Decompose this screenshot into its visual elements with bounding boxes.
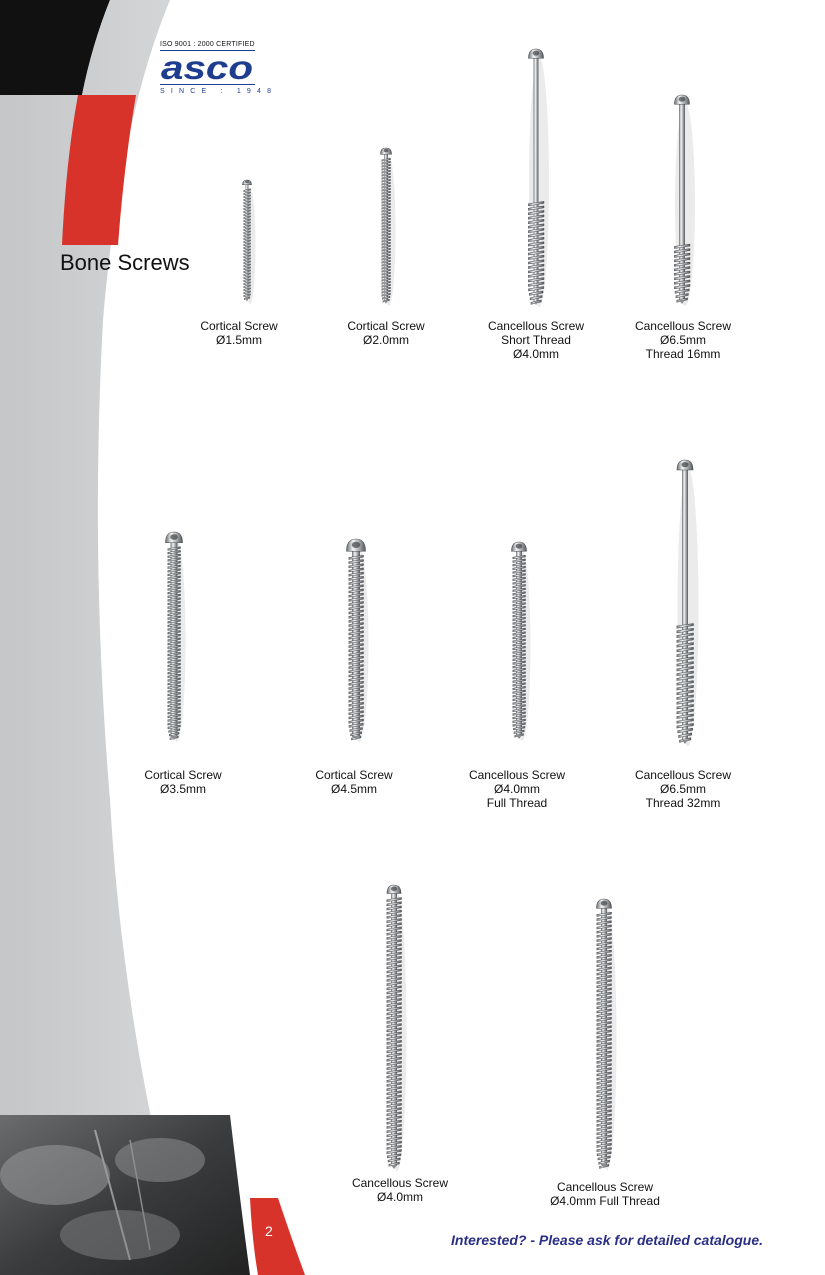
screw-head-socket (516, 544, 523, 549)
caption-line: Cortical Screw (144, 768, 222, 782)
screw-illustration-8 (664, 458, 706, 748)
caption-line: Thread 16mm (645, 347, 721, 361)
screw-caption-10 (525, 1180, 685, 1208)
caption-line: Cancellous Screw (487, 319, 585, 333)
iso-certification-text: ISO 9001 : 2000 CERTIFIED (160, 41, 255, 48)
caption-line: Ø1.5mm (215, 333, 262, 347)
screw-illustration-3 (518, 47, 554, 309)
since-1948-text: SINCE : 1948 (160, 88, 278, 95)
screw-caption-1 (159, 319, 319, 347)
screw-caption-6 (274, 768, 434, 796)
screw-head-socket (352, 542, 360, 548)
screw-head-socket (391, 886, 397, 891)
caption-line: Ø6.5mm (659, 333, 706, 347)
screw-caption-2 (306, 319, 466, 347)
screw-illustration-5 (152, 530, 196, 744)
screw-head-socket (170, 534, 177, 540)
asco-logo (160, 54, 255, 82)
caption-line: Ø4.0mm (493, 782, 540, 796)
screw-head-socket (384, 149, 389, 153)
caption-line: Cancellous Screw (468, 768, 566, 782)
page-number: 2 (265, 1223, 273, 1239)
caption-line: Cancellous Screw (634, 768, 732, 782)
screw-caption-5 (103, 768, 263, 796)
screw-illustration-1 (233, 178, 261, 306)
page-number-red-tab (250, 1198, 305, 1275)
screw-illustration-6 (332, 537, 380, 744)
screw-caption-4 (603, 319, 763, 361)
screw-caption-9 (320, 1176, 480, 1204)
screw-head-socket (533, 51, 540, 56)
screw-caption-8 (603, 768, 763, 810)
caption-line: Ø2.0mm (362, 333, 409, 347)
catalogue-request-text: Interested? - Please ask for detailed catalogue. (451, 1232, 763, 1248)
asco-logo-wordmark: asco (161, 54, 253, 82)
caption-line: Cancellous Screw (351, 1176, 449, 1190)
caption-line: Ø4.0mm Full Thread (550, 1194, 660, 1208)
screw-shaft (679, 103, 685, 301)
caption-line: Cortical Screw (200, 319, 278, 333)
caption-line: Cortical Screw (315, 768, 393, 782)
screw-illustration-2 (370, 146, 402, 308)
caption-line: Ø4.0mm (512, 347, 559, 361)
screw-caption-7 (437, 768, 597, 810)
screw-shaft (682, 469, 688, 741)
screw-caption-3 (456, 319, 616, 361)
screw-head-socket (245, 180, 249, 183)
caption-line: Cancellous Screw (634, 319, 732, 333)
screw-head-socket (601, 901, 608, 906)
screw-head-socket (681, 462, 688, 467)
screw-illustration-4 (664, 93, 700, 308)
screw-illustration-10 (584, 897, 624, 1172)
caption-line: Ø4.0mm (376, 1190, 423, 1204)
logo-rule-top (160, 50, 255, 51)
caption-line: Full Thread (486, 796, 548, 810)
caption-line: Thread 32mm (645, 796, 721, 810)
logo-rule-bottom (160, 84, 255, 85)
caption-line: Cancellous Screw (556, 1180, 654, 1194)
screw-illustration-7 (500, 540, 538, 743)
caption-line: Ø3.5mm (159, 782, 206, 796)
caption-line: Ø6.5mm (659, 782, 706, 796)
caption-line: Ø4.5mm (330, 782, 377, 796)
caption-line: Short Thread (501, 333, 571, 347)
page-title: Bone Screws (60, 250, 190, 275)
screw-head-socket (679, 97, 686, 102)
caption-line: Cortical Screw (347, 319, 425, 333)
screw-illustration-9 (375, 883, 413, 1173)
